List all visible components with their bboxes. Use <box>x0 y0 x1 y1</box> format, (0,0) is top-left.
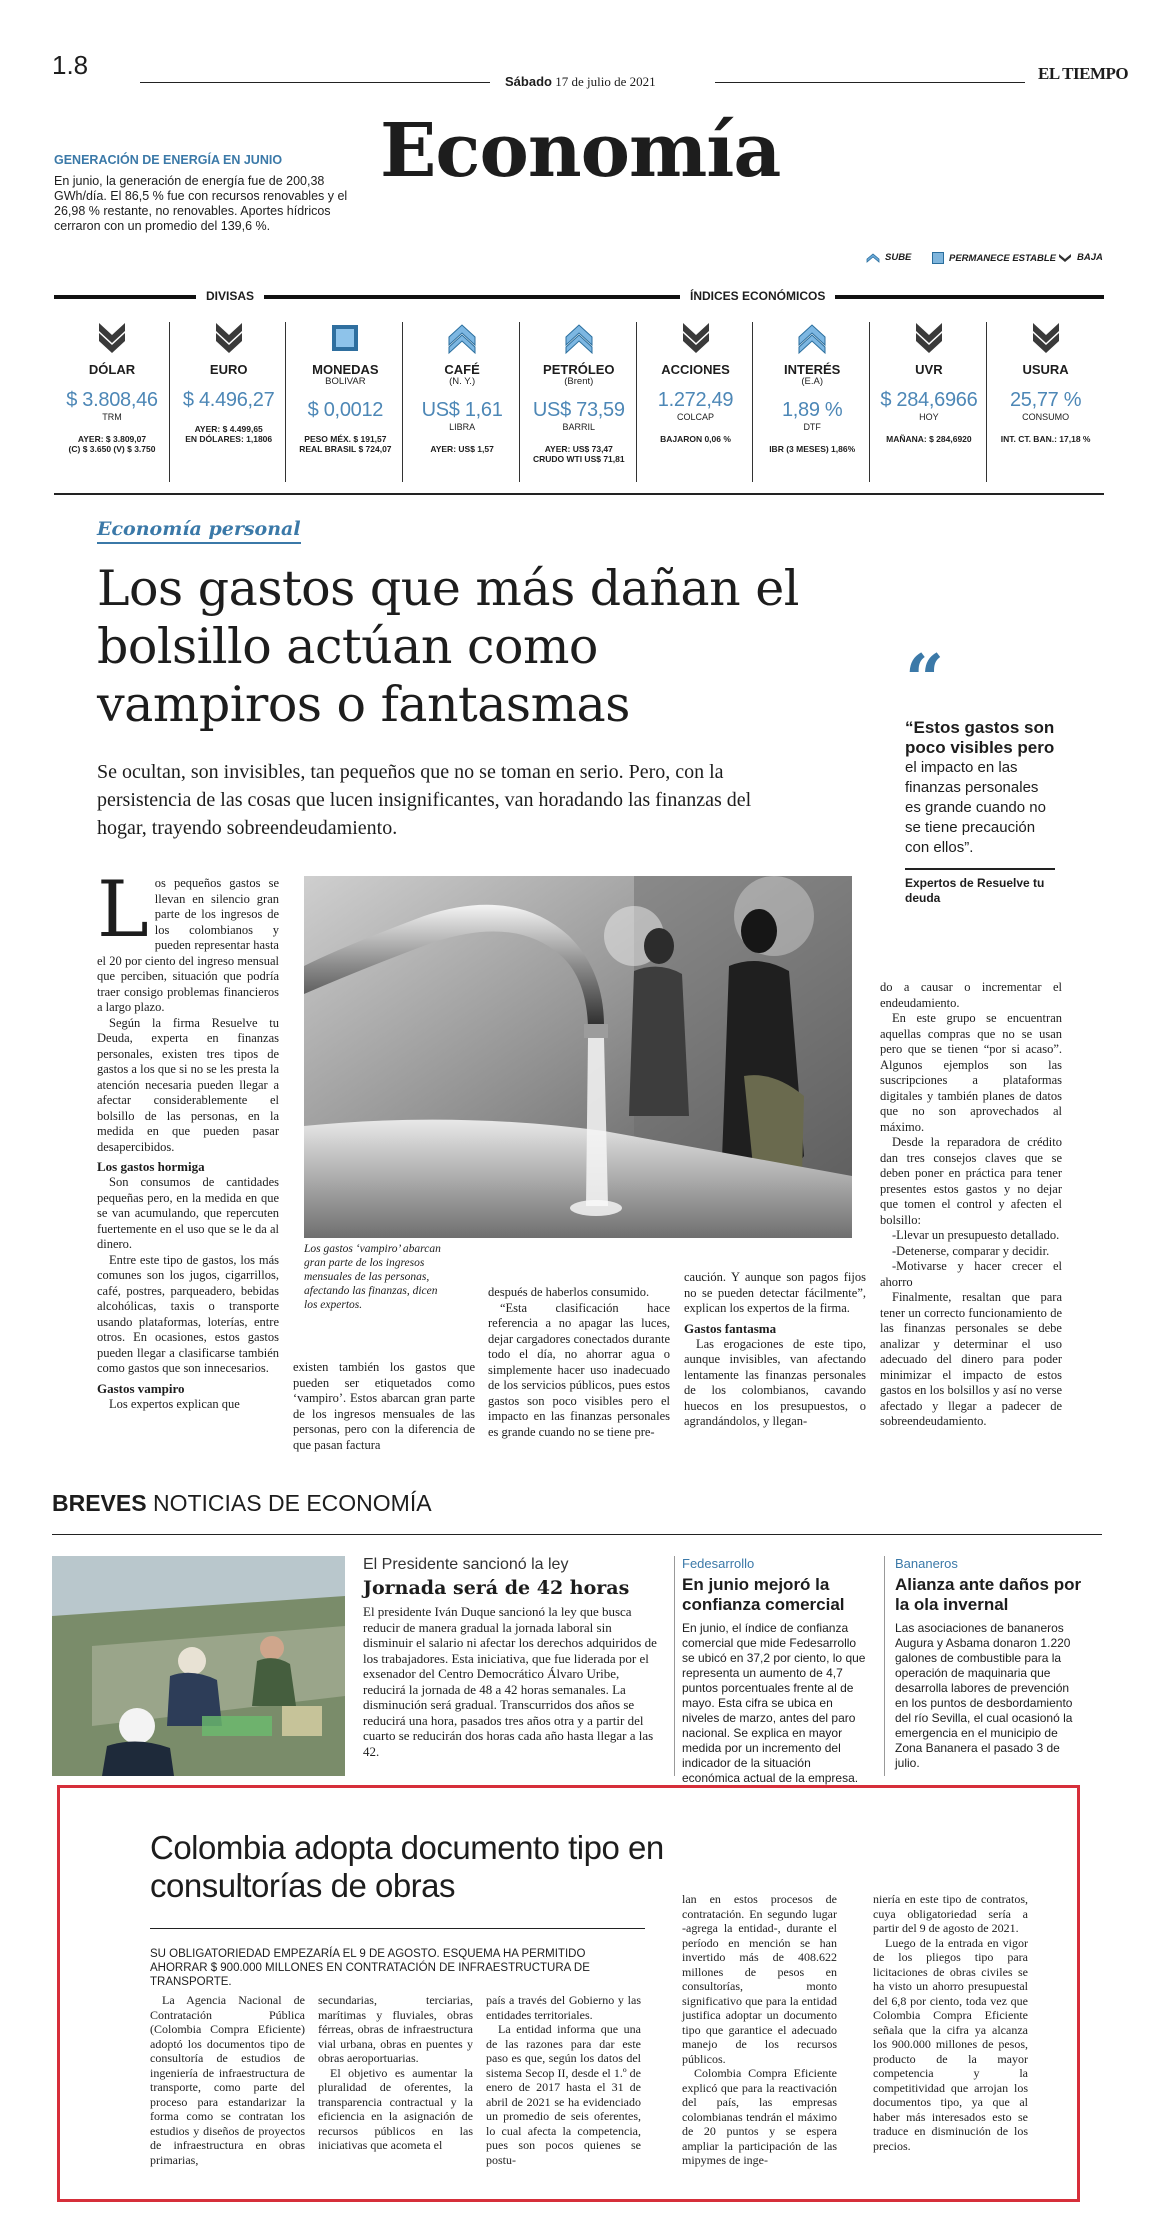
indicator-foot <box>754 444 870 454</box>
indicator-foot-1: AYER: $ 4.499,65 <box>194 424 263 434</box>
col1-paragraph-4: Entre este tipo de gastos, los más comunes son los jugos, cigarrillos, café, postres, parqueadero, bebidas alcohólicas, taxis o transporte usando plataformas, loterías, entre otros. En ocasiones, estos gastos pueden llegar a clasificarse también como gastos que son innecesarios. <box>97 1252 279 1375</box>
indicator-0 <box>54 318 170 454</box>
col4-paragraph-1: caución. Y aunque son pagos fijos no se pueden detectar fácilmente”, explican los expertos de la firma. <box>684 1270 866 1315</box>
faucet-photo <box>304 876 852 1238</box>
indicator-value: US$ 73,59 <box>532 399 625 421</box>
indicator-foot-2: INT. CT. BAN.: 17,18 % <box>1000 434 1091 444</box>
brief-1-kicker: El Presidente sancionó la ley <box>363 1556 569 1573</box>
subhead-fantasma: Gastos fantasma <box>684 1320 777 1336</box>
boxed-col4-paragraph-2: Colombia Compra Eficiente explicó que para la reactivación del país, las empresas colombianas tendrán el máximo de 20 puntos y se espera ampliar la participación de las mipymes de inge- <box>682 2066 837 2167</box>
down-chevron-icon <box>681 321 711 355</box>
indicator-6 <box>754 318 870 454</box>
indicator-foot <box>54 434 170 454</box>
indicator-foot-2: REAL BRASIL $ 724,07 <box>299 444 392 454</box>
photo-caption: Los gastos ‘vampiro’ abarcan gran parte de los ingresos mensuales de las personas, afectando las finanzas, dicen los expertos. <box>304 1243 441 1311</box>
header-rule-left <box>140 82 490 83</box>
article-column-1 <box>97 865 279 1412</box>
quote-mark-icon: “ <box>905 640 945 720</box>
boxed-col3-paragraph-1: país a través del Gobierno y las entidades territoriales. <box>486 1993 641 2022</box>
col1-paragraph-2: Según la firma Resuelve tu Deuda, experta en finanzas personales, existen tres tipos de gastos a los que si no se les presta la atención necesaria pueden llegar a afectar considerablemente el bolsillo de las personas, en la medida en que pueden pasar desapercibidos. <box>97 1015 279 1154</box>
indicator-foot-1: PESO MÉX. $ 191,57 <box>304 434 387 444</box>
workers-photo <box>52 1556 345 1776</box>
indicator-unit: BARRIL <box>562 422 596 432</box>
article-photo <box>304 876 852 1238</box>
up-chevron-icon <box>564 321 594 355</box>
boxed-column-5 <box>873 1892 1028 2153</box>
indicator-value: $ 0,0012 <box>307 399 384 421</box>
indicator-unit: CONSUMO <box>1022 412 1070 422</box>
indicator-separator <box>986 322 987 482</box>
indicator-separator <box>402 322 403 482</box>
indicator-sub: BOLIVAR <box>325 376 366 387</box>
boxed-column-1 <box>150 1993 305 2167</box>
indicator-foot <box>871 434 987 444</box>
brief-2 <box>682 1556 872 1786</box>
brief-divider-1 <box>674 1556 675 1776</box>
col5-paragraph-1: do a causar o incrementar el endeudamiento. <box>880 980 1062 1010</box>
subhead-hormiga: Los gastos hormiga <box>97 1159 205 1174</box>
issue-date-rest: 17 de julio de 2021 <box>555 74 656 89</box>
col1-paragraph-3: Son consumos de cantidades pequeñas pero, en la medida en que se van acumulando, que repercuten fuertemente en el uso que se le da al dinero. <box>97 1175 279 1251</box>
indicator-foot-2: (C) $ 3.650 (V) $ 3.750 <box>68 444 156 454</box>
energy-title: GENERACIÓN DE ENERGÍA EN JUNIO <box>54 153 283 167</box>
indicator-foot <box>638 434 754 444</box>
article-column-5 <box>880 980 1062 1430</box>
indicator-value: 1,89 % <box>781 399 843 421</box>
col5-paragraph-4: Finalmente, resaltan que para tener un correcto funcionamiento de las finanzas personales se debe analizar y determinar el uso adecuado del dinero para poder minimizar el impacto de estos gastos en los bolsillos y así no verse afectado y llegar a padecer de sobreendeudamiento. <box>880 1290 1062 1428</box>
indicator-foot-2: AYER: US$ 1,57 <box>430 444 494 454</box>
up-chevron-icon <box>797 321 827 355</box>
legend-up-label: SUBE <box>885 252 912 263</box>
down-chevron-icon <box>214 321 244 355</box>
indicators-bottom-rule <box>54 493 1104 495</box>
indicator-unit: COLCAP <box>676 412 714 422</box>
indicator-foot <box>988 434 1104 444</box>
stable-square-icon <box>330 323 360 353</box>
col5-list-1: -Llevar un presupuesto detallado. <box>892 1228 1060 1242</box>
trend-icon <box>871 318 987 358</box>
boxed-title: Colombia adopta documento tipo en consultorías de obras <box>150 1829 664 1904</box>
indicator-value: $ 3.808,46 <box>66 389 158 411</box>
issue-date <box>505 74 656 90</box>
indicator-name: CAFÉ <box>444 362 480 377</box>
down-chevron-icon <box>914 321 944 355</box>
indicator-name: INTERÉS <box>784 362 841 377</box>
indicator-foot <box>404 444 520 454</box>
indicator-foot-2: BAJARON 0,06 % <box>660 434 731 444</box>
indicator-4 <box>521 318 637 464</box>
col3-paragraph-1: después de haberlos consumido. <box>488 1285 650 1299</box>
breves-header <box>52 1490 432 1517</box>
col2-paragraph: existen también los gastos que pueden ser etiquetados como ‘vampiro’. Estos abarcan gran parte de los ingresos mensuales de las personas, pero con la diferencia de que pasan factura <box>293 1360 475 1452</box>
indicator-separator <box>752 322 753 482</box>
legend-up <box>866 252 911 263</box>
legend-stable-label: PERMANECE ESTABLE <box>949 252 1056 264</box>
indicator-foot <box>287 434 403 454</box>
brief-2-title: En junio mejoró la confianza comercial <box>682 1575 845 1614</box>
indicator-sub: (E.A) <box>801 376 823 387</box>
indicator-separator <box>285 322 286 482</box>
indicator-name: USURA <box>1022 362 1069 377</box>
trend-icon <box>171 318 287 358</box>
newspaper-brand: EL TIEMPO <box>1038 64 1129 83</box>
brief-1 <box>363 1556 663 1759</box>
col5-list-3: -Motivarse y hacer crecer el ahorro <box>880 1259 1062 1289</box>
indicator-foot-1: AYER: US$ 73,47 <box>544 444 613 454</box>
indicator-separator <box>519 322 520 482</box>
indicator-sub: (N. Y.) <box>449 376 476 387</box>
col1-paragraph-1: os pequeños gastos se llevan en silencio gran parte de los ingresos de los colombianos y pueden representar hasta el 20 por ciento del ingreso mensual que perciben, situación que podría traer consigo problemas financieros a largo plazo. <box>97 876 279 1014</box>
indicator-separator <box>636 322 637 482</box>
header-rule-right <box>715 82 1025 83</box>
indicator-name: UVR <box>915 362 943 377</box>
indicator-foot <box>521 444 637 464</box>
boxed-column-2 <box>318 1993 473 2153</box>
boxed-col2-paragraph-2: El objetivo es aumentar la pluralidad de oferentes, la transparencia contractual y la eficiencia en la asignación de recursos públicos en las iniciativas que acometa el <box>318 2065 473 2152</box>
indicator-1 <box>171 318 287 444</box>
boxed-col5-paragraph-1: niería en este tipo de contratos, cuya obligatoriedad sería a partir del 9 de agosto de 2021. <box>873 1892 1028 1935</box>
brief-1-title: Jornada será de 42 horas <box>363 1577 630 1599</box>
issue-day: Sábado <box>505 74 552 89</box>
indicator-value: $ 284,6966 <box>880 389 978 411</box>
energy-text: En junio, la generación de energía fue de 200,38 GWh/día. El 86,5 % fue con recursos renovables y el 26,98 % restante, no renovables. Aportes hídricos cerraron con un promedio del 139,6 %. <box>54 174 348 233</box>
article-lede: Se ocultan, son invisibles, tan pequeños que no se toman en serio. Pero, con la persistencia de las cosas que lucen insignificantes, van horadando las finanzas del hogar, trayendo sobreendeudamiento. <box>97 761 752 839</box>
col1-paragraph-5: Los expertos explican que <box>109 1396 240 1411</box>
group-label-divisas: DIVISAS <box>196 289 264 303</box>
trend-icon <box>754 318 870 358</box>
indicator-foot-2: IBR (3 MESES) 1,86% <box>769 444 856 454</box>
col5-paragraph-2: En este grupo se encuentran aquellas compras que no se usan pero que se tienen “por si acaso”. Algunos ejemplos son las suscripciones a plataformas digitales y también planes de datos que no son aprovechados al máximo. <box>880 1011 1062 1134</box>
page-number: 1.8 <box>52 50 89 80</box>
article-column-2 <box>293 1360 475 1453</box>
indicator-value: 1.272,49 <box>657 389 734 411</box>
down-chevron-icon <box>1058 253 1072 263</box>
indicator-name: ACCIONES <box>661 362 730 377</box>
indicator-separator <box>869 322 870 482</box>
up-chevron-icon <box>447 321 477 355</box>
subhead-vampiro: Gastos vampiro <box>97 1380 185 1396</box>
down-chevron-icon <box>1031 321 1061 355</box>
indicator-unit: LIBRA <box>449 422 476 432</box>
pull-quote-rest: el impacto en las finanzas personales es grande cuando no se tiene precaución con ellos”. <box>905 759 1046 856</box>
article-column-4 <box>684 1270 866 1430</box>
section-title: Economía <box>380 108 781 194</box>
indicator-2 <box>287 318 403 454</box>
indicator-3 <box>404 318 520 454</box>
breves-rule <box>52 1534 1102 1535</box>
indicator-8 <box>988 318 1104 444</box>
indicator-foot-2: MAÑANA: $ 284,6920 <box>886 434 972 444</box>
col5-paragraph-3: Desde la reparadora de crédito dan tres consejos claves que se deben poner en práctica para tener presentes estos gastos y no dejar que tomen el control y afecten el bolsillo: <box>880 1135 1062 1227</box>
indicator-foot-2: CRUDO WTI US$ 71,81 <box>532 454 625 464</box>
indicator-foot-2: EN DÓLARES: 1,1806 <box>185 434 273 444</box>
trend-icon <box>404 318 520 358</box>
group-label-indices: ÍNDICES ECONÓMICOS <box>680 289 835 303</box>
indicator-sub: (Brent) <box>564 376 594 387</box>
brief-1-body: El presidente Iván Duque sancionó la ley que busca reducir de manera gradual la jornada laboral sin disminuir el salario ni afectar los derechos adquiridos de los trabajadores. Esta iniciativa, que fue liderada por el exsenador del Centro Democrático Álvaro Uribe, reducirá la jornada de 48 a 42 horas semanales. La disminución será gradual. Transcurridos dos años se reducirá una hora, pasados tres años otra y a partir del cuarto se reducirán dos horas cada año hasta llegar a las 42. <box>363 1604 657 1759</box>
indicator-unit: HOY <box>919 412 939 422</box>
trend-icon <box>988 318 1104 358</box>
down-chevron-icon <box>97 321 127 355</box>
indicator-name: MONEDAS <box>312 362 379 377</box>
indicator-5 <box>638 318 754 444</box>
legend-down <box>1058 252 1103 263</box>
legend-down-label: BAJA <box>1077 252 1103 263</box>
trend-icon <box>521 318 637 358</box>
stable-square-icon <box>932 252 944 264</box>
trend-icon <box>287 318 403 358</box>
breves-label-bold: BREVES <box>52 1490 147 1516</box>
col5-list-2: -Detenerse, comparar y decidir. <box>892 1243 1050 1258</box>
brief-divider-2 <box>884 1556 885 1776</box>
trend-icon <box>638 318 754 358</box>
indicator-name: EURO <box>209 362 248 377</box>
article-kicker: Economía personal <box>97 518 301 544</box>
boxed-subtitle: SU OBLIGATORIEDAD EMPEZARÍA EL 9 DE AGOSTO. ESQUEMA HA PERMITIDO AHORRAR $ 900.000 MILLONES EN CONTRATACIÓN DE INFRAESTRUCTURA DE TRANSPORTE. <box>150 1948 590 1988</box>
indicator-name: PETRÓLEO <box>543 362 615 377</box>
indicator-name: DÓLAR <box>88 362 136 377</box>
col3-paragraph-2: “Esta clasificación hace referencia a no apagar las luces, dejar cargadores conectados durante todo el día, no ahorrar agua o simplemente hacer uso inadecuado de los servicios públicos, pues estos gastos son poco visibles pero el impacto en las finanzas personales es grande cuando no se tiene pre- <box>488 1300 670 1439</box>
legend-stable <box>932 252 1056 264</box>
col4-paragraph-2: Las erogaciones de este tipo, aunque invisibles, van afectando lentamente las finanzas personales de los colombianos, cavando huecos en los presupuestos, o agrandándolos, y llegan- <box>684 1336 866 1428</box>
boxed-column-4 <box>682 1892 837 2168</box>
brief-3-body: Las asociaciones de bananeros Augura y Asbama donaron 1.220 galones de combustible para la operación de maquinaria que desarrolla labores de prevención en los puntos de desbordamiento del río Sevilla, el cual ocasionó la emergencia en el municipio de Zona Bananera el pasado 3 de julio. <box>895 1621 1073 1770</box>
brief-3-kicker: Bananeros <box>895 1556 958 1571</box>
trend-icon <box>54 318 170 358</box>
brief-3-title: Alianza ante daños por la ola invernal <box>895 1575 1082 1614</box>
indicator-unit: TRM <box>102 412 122 422</box>
indicator-unit: DTF <box>803 422 821 432</box>
boxed-col2-paragraph-1: secundarias, terciarias, marítimas y fluviales, obras férreas, obras de infraestructura vial urbana, obras en puentes y obras aeroportuarias. <box>318 1993 473 2065</box>
drop-cap: L <box>97 865 149 955</box>
pull-quote-strong: “Estos gastos son poco visibles pero <box>905 718 1055 757</box>
boxed-col4-paragraph-1: lan en estos procesos de contratación. En segundo lugar -agrega la entidad-, durante el período en mención se han invertido más de 408.622 millones de pesos en consultorías, monto significativo que para la entidad justifica adoptar un documento tipo que garantice el adecuado manejo de los recursos públicos. <box>682 1892 837 2066</box>
indicator-value: US$ 1,61 <box>421 399 503 421</box>
boxed-column-3 <box>486 1993 641 2167</box>
indicator-7 <box>871 318 987 444</box>
boxed-col1-paragraph: La Agencia Nacional de Contratación Pública (Colombia Compra Eficiente) adoptó los documentos tipo de consultoría de estudios de ingeniería de infraestructura de transporte, como parte del proceso para estandarizar la forma como se contratan los estudios y diseños de proyectos de infraestructura en obras primarias, <box>150 1993 305 2167</box>
indicator-value: $ 4.496,27 <box>182 389 275 411</box>
indicator-foot <box>171 424 287 444</box>
boxed-rule <box>150 1928 645 1929</box>
article-headline: Los gastos que más dañan el bolsillo actúan como vampiros o fantasmas <box>97 560 799 733</box>
indicator-foot-1: AYER: $ 3.809,07 <box>77 434 147 444</box>
indicator-separator <box>169 322 170 482</box>
boxed-col5-paragraph-2: Luego de la entrada en vigor de los pliegos tipo para licitaciones de obras civiles se ha visto un ahorro presupuestal del 6,8 por ciento, toda vez que Colombia Compra Eficiente señala que la cifra ya alcanza los 900.000 millones de pesos, producto de la mayor competencia y la competitividad que arrojan los documentos tipo, ya que al haber más interesados esto se traduce en disminución de los precios. <box>873 1935 1028 2153</box>
up-chevron-icon <box>866 253 880 263</box>
pull-quote-author: Expertos de Resuelve tu deuda <box>905 868 1055 906</box>
brief-3 <box>895 1556 1085 1771</box>
boxed-col3-paragraph-2: La entidad informa que una de las razones para dar este paso es que, según los datos del sistema Secop II, desde el 1.º de enero de 2017 hasta el 31 de abril de 2021 se ha evidenciado un promedio de seis oferentes, lo cual afecta la competencia, pues son pocos quienes se postu- <box>486 2022 641 2167</box>
pull-quote <box>905 640 1055 906</box>
indicator-value: 25,77 % <box>1009 389 1082 411</box>
article-column-3 <box>488 1285 670 1440</box>
brief-2-kicker: Fedesarrollo <box>682 1556 755 1571</box>
breves-photo <box>52 1556 345 1776</box>
brief-2-body: En junio, el índice de confianza comercial que mide Fedesarrollo se ubicó en 37,2 por ciento, lo que representa un aumento de 4,7 puntos porcentuales frente al de mayo. Esta cifra se ubica en niveles de marzo, antes del paro nacional. Se explica en mayor medida por un incremento del indicador de la situación económica actual de la empresa. <box>682 1621 866 1785</box>
breves-label-rest: NOTICIAS DE ECONOMÍA <box>146 1490 432 1516</box>
